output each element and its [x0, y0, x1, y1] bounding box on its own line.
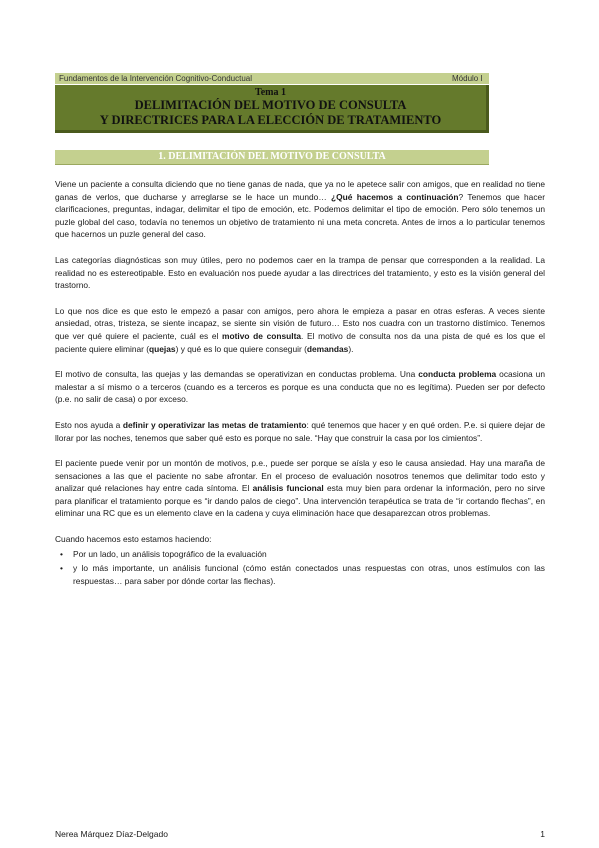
title-box — [55, 85, 489, 133]
paragraph-3 — [55, 305, 545, 355]
text-run: Esto nos ayuda a — [55, 419, 123, 430]
text-run: El motivo de consulta, las quejas y las demandas se operativizan en conductas problema. Una — [55, 369, 419, 380]
body-content — [55, 178, 545, 589]
text-run: : qué tenemos que hacer y en qué orden. P.e. si quiere dejar de llorar por las noches, tenemos que saber qué esto es porque no sale. “Hay que construir la casa por los cimientos”. — [55, 419, 546, 443]
header-bar — [55, 73, 489, 84]
bold-text: conducta problema — [418, 369, 497, 380]
paragraph-1 — [55, 178, 545, 241]
page-footer — [55, 829, 545, 839]
title-line-2: Y DIRECTRICES PARA LA ELECCIÓN DE TRATAMIENTO — [99, 113, 442, 127]
paragraph-2: Las categorías diagnósticas son muy útiles, pero no podemos caer en la trampa de pensar que corresponden a la realidad. La realidad no es estereotipable. Esto en evaluación nos puede ayudar a las directrices del tratamiento, y esto es la visión general del trastorno. — [55, 254, 545, 291]
bullet-list — [55, 548, 545, 588]
text-run: ) y qué es lo que quiere conseguir ( — [175, 343, 307, 354]
title-line-1: DELIMITACIÓN DEL MOTIVO DE CONSULTA — [134, 98, 407, 112]
bold-text: ¿Qué hacemos a continuación — [331, 191, 459, 202]
paragraph-6 — [55, 457, 545, 520]
list-item-text: y lo más importante, un análisis funcional (cómo están conectados unas respuestas con otras, unos estímulos con las respuestas… para saber por dónde cortar las flechas). — [73, 563, 545, 586]
list-item — [55, 548, 545, 561]
text-run: ). — [348, 343, 354, 354]
bullet-icon: • — [60, 563, 63, 574]
tema-label: Tema 1 — [254, 87, 287, 98]
text-run: El paciente puede venir por un montón de motivos, p.e., puede ser porque se aísla y eso le causa ansiedad. Hay una maraña de sensaciones a las que el paciente no sabe afrontar. En el proceso de evaluación nosotros tenemos que delimitar todo esto y analizar qué relaciones hay entre cada síntoma. El — [55, 458, 545, 494]
paragraph-5 — [55, 419, 545, 444]
bold-text: análisis funcional — [252, 483, 324, 494]
text-run: . El motivo de consulta nos da una pista de qué es los que el paciente quiere eliminar ( — [55, 330, 545, 354]
text-run: Viene un paciente a consulta diciendo que no tiene ganas de nada, que ya no le apetece salir con amigos, que en realidad no tiene ganas de verlos, que ducharse y arreglarse se le hace un mundo… — [55, 179, 545, 202]
author-name: Nerea Márquez Díaz-Delgado — [55, 829, 168, 839]
list-item-text: Por un lado, un análisis topográfico de la evaluación — [73, 548, 267, 559]
bold-text: demandas — [306, 343, 349, 354]
list-item — [55, 562, 545, 587]
text-run: Lo que nos dice es que esto le empezó a pasar con amigos, pero ahora le empieza a pasar en otras esferas. A veces siente ansiedad, otras, tristeza, se siente incapaz, se siente sin visión de futuro… Esto nos cuadra con un trastorno distímico. Tenemos que ver qué quiere el paciente, cuál es el — [55, 305, 545, 341]
bold-text: quejas — [149, 343, 176, 354]
bold-text: motivo de consulta — [222, 330, 302, 341]
text-run: esta muy bien para ordenar la información, pero no sirve para planificar el tratamiento porque es “ir dando palos de ciego”. Una intervención terapéutica se trata de “ir cortando flechas”, en eliminar una RC que es un elemento clave en la cadena y cuya eliminación hace que desaparezcan otros problemas. — [55, 483, 545, 519]
module-label: Módulo I — [452, 74, 483, 83]
text-run: ocasiona un malestar a sí mismo o a terceros (cuando es a terceros es porque es una conducta que no es legítima). Pueden ser por defecto (p.e. no salir de casa) o por exceso. — [55, 369, 546, 405]
paragraph-4 — [55, 368, 545, 406]
course-title: Fundamentos de la Intervención Cognitivo-Conductual — [59, 74, 253, 83]
paragraph-7: Cuando hacemos esto estamos haciendo: — [55, 534, 212, 545]
bullet-icon: • — [60, 548, 63, 559]
bold-text: definir y operativizar las metas de tratamiento — [122, 419, 307, 430]
section-heading: 1. DELIMITACIÓN DEL MOTIVO DE CONSULTA — [55, 150, 489, 165]
page-number: 1 — [540, 829, 545, 839]
text-run: ? Tenemos que hacer clarificaciones, preguntas, indagar, delimitar el tipo de emoción, etc. Podemos delimitar el tipo de emoción. Pero sólo tenemos un puzle global del caso, todavía no tenemos un objetivo de tratamiento ni una meta concreta. Antes de irnos a lo particular tenemos que hacernos un puzle general del caso. — [55, 191, 545, 240]
